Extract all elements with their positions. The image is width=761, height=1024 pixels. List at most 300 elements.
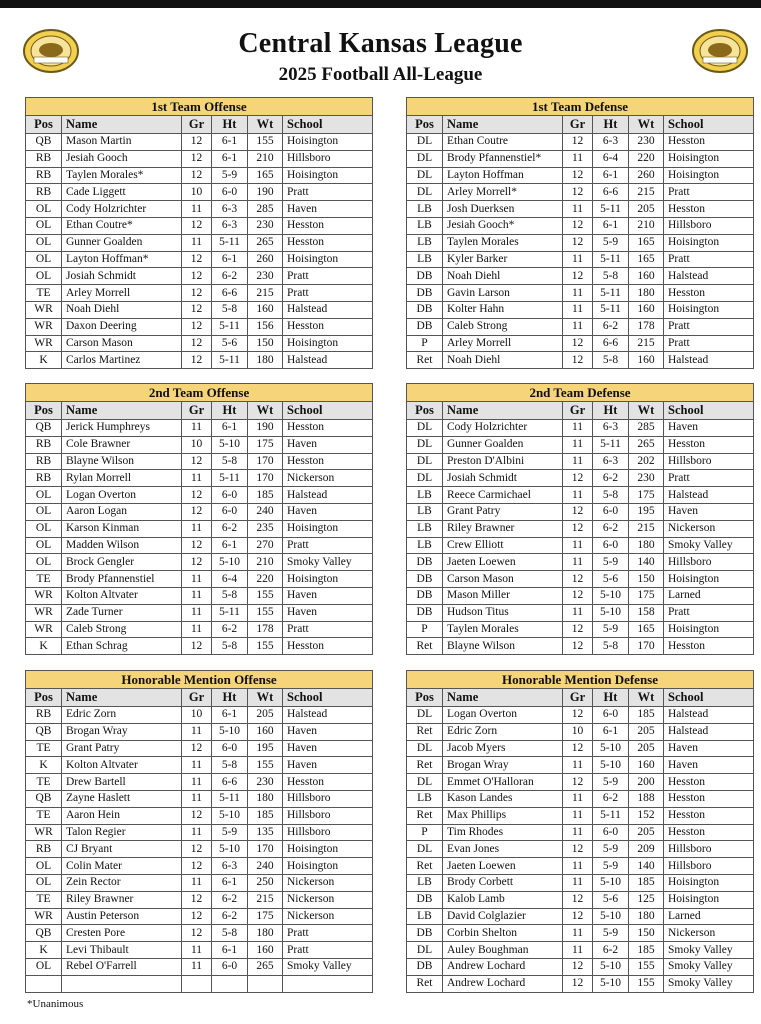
- cell-pos: LB: [407, 487, 443, 504]
- cell-ht: 5-11: [212, 352, 248, 369]
- cell-wt: 230: [248, 217, 283, 234]
- cell-school: Hoisington: [283, 335, 373, 352]
- cell-ht: 6-3: [212, 217, 248, 234]
- section-title: Honorable Mention Offense: [26, 671, 373, 689]
- cell-ht: 5-11: [212, 318, 248, 335]
- column-header-ht: Ht: [593, 402, 629, 420]
- table-row: [26, 352, 373, 369]
- cell-pos: LB: [407, 217, 443, 234]
- cell-pos: LB: [407, 503, 443, 520]
- cell-gr: 12: [182, 167, 212, 184]
- cell-school: Pratt: [283, 184, 373, 201]
- cell-pos: OL: [26, 268, 62, 285]
- cell-pos: DB: [407, 604, 443, 621]
- cell-name: Noah Diehl: [62, 301, 182, 318]
- table-row: [407, 453, 754, 470]
- cell-pos: Ret: [407, 757, 443, 774]
- column-header-pos: Pos: [26, 402, 62, 420]
- cell-wt: 220: [248, 571, 283, 588]
- cell-name: Brogan Wray: [62, 723, 182, 740]
- cell-wt: 170: [248, 470, 283, 487]
- cell-name: David Colglazier: [443, 908, 563, 925]
- cell-name: Noah Diehl: [443, 268, 563, 285]
- cell-ht: 5-8: [212, 638, 248, 655]
- cell-gr: 11: [182, 201, 212, 218]
- cell-ht: 6-2: [212, 268, 248, 285]
- cell-gr: 12: [563, 908, 593, 925]
- cell-ht: 5-10: [212, 554, 248, 571]
- cell-wt: 215: [629, 184, 664, 201]
- cell-pos: DL: [407, 740, 443, 757]
- cell-pos: DB: [407, 571, 443, 588]
- cell-wt: 260: [248, 251, 283, 268]
- cell-pos: RB: [26, 184, 62, 201]
- cell-name: Jesiah Gooch: [62, 150, 182, 167]
- cell-gr: 11: [563, 604, 593, 621]
- cell-ht: 6-2: [593, 790, 629, 807]
- cell-school: Halstead: [664, 487, 754, 504]
- cell-school: Smoky Valley: [664, 975, 754, 992]
- top-border-bar: [0, 0, 761, 8]
- table-row: [407, 470, 754, 487]
- cell-gr: 12: [182, 453, 212, 470]
- cell-school: Hoisington: [664, 621, 754, 638]
- cell-name: Riley Brawner: [62, 891, 182, 908]
- cell-gr: 11: [182, 790, 212, 807]
- cell-gr: 12: [563, 167, 593, 184]
- cell-ht: 6-0: [212, 487, 248, 504]
- cell-pos: DL: [407, 436, 443, 453]
- table-row: [26, 554, 373, 571]
- cell-pos: RB: [26, 841, 62, 858]
- cell-name: Jaeten Loewen: [443, 858, 563, 875]
- column-header-row: [407, 116, 754, 134]
- cell-school: Pratt: [664, 604, 754, 621]
- cell-wt: 155: [248, 587, 283, 604]
- cell-ht: 5-10: [212, 723, 248, 740]
- table-row: [407, 942, 754, 959]
- table-row: [407, 975, 754, 992]
- cell-name: Madden Wilson: [62, 537, 182, 554]
- table-row: [26, 285, 373, 302]
- table-row: [26, 707, 373, 724]
- table-row: [26, 134, 373, 151]
- cell-gr: 12: [563, 621, 593, 638]
- cell-school: Hesston: [664, 285, 754, 302]
- cell-pos: K: [26, 942, 62, 959]
- cell-pos: Ret: [407, 975, 443, 992]
- table-row: [26, 571, 373, 588]
- cell-school: Halstead: [664, 723, 754, 740]
- cell-pos: WR: [26, 318, 62, 335]
- table-row: [407, 352, 754, 369]
- cell-name: Colin Mater: [62, 858, 182, 875]
- column-header-wt: Wt: [629, 402, 664, 420]
- cell-ht: 5-10: [212, 436, 248, 453]
- cell-gr: 12: [182, 217, 212, 234]
- cell-name: Cole Brawner: [62, 436, 182, 453]
- cell-ht: 5-11: [593, 201, 629, 218]
- cell-gr: 11: [182, 234, 212, 251]
- cell-wt: 140: [629, 858, 664, 875]
- cell-ht: 6-2: [593, 470, 629, 487]
- cell-gr: 11: [182, 587, 212, 604]
- column-header-gr: Gr: [563, 116, 593, 134]
- cell-name: Ethan Schrag: [62, 638, 182, 655]
- cell-pos: DL: [407, 134, 443, 151]
- cell-pos: DL: [407, 470, 443, 487]
- cell-ht: 6-0: [212, 740, 248, 757]
- cell-ht: 6-2: [593, 942, 629, 959]
- cell-ht: 6-1: [212, 150, 248, 167]
- cell-pos: OL: [26, 251, 62, 268]
- table-row: [26, 318, 373, 335]
- cell-pos: RB: [26, 436, 62, 453]
- cell-school: Hoisington: [664, 150, 754, 167]
- table-row: [26, 301, 373, 318]
- table-row: [407, 571, 754, 588]
- cell-school: Nickerson: [664, 925, 754, 942]
- cell-name: Zade Turner: [62, 604, 182, 621]
- column-header-wt: Wt: [248, 116, 283, 134]
- table-row: [26, 858, 373, 875]
- cell-pos: DB: [407, 554, 443, 571]
- column-header-school: School: [283, 689, 373, 707]
- cell-gr: 11: [563, 251, 593, 268]
- table-row: [26, 234, 373, 251]
- cell-gr: 12: [182, 134, 212, 151]
- cell-name: Brody Corbett: [443, 874, 563, 891]
- cell-name: Jaeten Loewen: [443, 554, 563, 571]
- cell-gr: 12: [563, 503, 593, 520]
- cell-gr: 12: [182, 150, 212, 167]
- cell-wt: 205: [629, 824, 664, 841]
- cell-ht: 5-10: [212, 807, 248, 824]
- cell-school: Hoisington: [283, 167, 373, 184]
- cell-name: Reece Carmichael: [443, 487, 563, 504]
- cell-school: Hesston: [664, 638, 754, 655]
- column-header-name: Name: [62, 116, 182, 134]
- table-row: [26, 184, 373, 201]
- cell-ht: 5-11: [593, 301, 629, 318]
- page-title: Central Kansas League: [238, 28, 523, 59]
- cell-pos: P: [407, 824, 443, 841]
- cell-pos: OL: [26, 554, 62, 571]
- cell-name: Gavin Larson: [443, 285, 563, 302]
- cell-pos: LB: [407, 537, 443, 554]
- column-header-pos: Pos: [26, 689, 62, 707]
- column-header-pos: Pos: [26, 116, 62, 134]
- table-row: [407, 318, 754, 335]
- cell-wt: 185: [629, 707, 664, 724]
- column-header-name: Name: [443, 689, 563, 707]
- cell-pos: Ret: [407, 723, 443, 740]
- cell-ht: 6-1: [212, 537, 248, 554]
- cell-pos: K: [26, 757, 62, 774]
- section-2nd-team-defense: [406, 383, 753, 655]
- cell-gr: 12: [182, 908, 212, 925]
- cell-gr: 12: [182, 554, 212, 571]
- cell-wt: 160: [629, 301, 664, 318]
- cell-school: Hesston: [664, 790, 754, 807]
- cell-ht: 5-8: [212, 757, 248, 774]
- cell-gr: 12: [182, 925, 212, 942]
- cell-ht: 5-10: [593, 604, 629, 621]
- cell-pos: LB: [407, 520, 443, 537]
- cell-gr: 12: [182, 251, 212, 268]
- table-row: [26, 587, 373, 604]
- cell-pos: DL: [407, 150, 443, 167]
- cell-gr: 12: [563, 184, 593, 201]
- cell-pos: LB: [407, 201, 443, 218]
- roster-table: [406, 97, 754, 369]
- cell-gr: 12: [182, 503, 212, 520]
- cell-name: Jacob Myers: [443, 740, 563, 757]
- table-row: [26, 335, 373, 352]
- column-header-gr: Gr: [563, 689, 593, 707]
- cell-ht: 5-11: [593, 251, 629, 268]
- cell-school: [283, 975, 373, 992]
- cell-gr: 12: [563, 520, 593, 537]
- cell-ht: 6-2: [212, 621, 248, 638]
- cell-ht: 6-2: [593, 318, 629, 335]
- cell-ht: 5-9: [212, 824, 248, 841]
- cell-ht: 5-9: [593, 621, 629, 638]
- cell-ht: 6-0: [593, 707, 629, 724]
- cell-pos: QB: [26, 723, 62, 740]
- cell-ht: 6-3: [593, 453, 629, 470]
- cell-ht: 6-1: [212, 942, 248, 959]
- cell-ht: 5-9: [212, 167, 248, 184]
- table-row: [407, 436, 754, 453]
- cell-pos: OL: [26, 487, 62, 504]
- cell-pos: WR: [26, 301, 62, 318]
- cell-pos: DL: [407, 841, 443, 858]
- roster-table: [25, 97, 373, 369]
- cell-school: Pratt: [664, 335, 754, 352]
- cell-gr: 12: [563, 352, 593, 369]
- cell-ht: 6-1: [593, 723, 629, 740]
- cell-name: Cody Holzrichter: [62, 201, 182, 218]
- cell-ht: 6-2: [212, 908, 248, 925]
- cell-gr: 11: [182, 470, 212, 487]
- cell-school: Halstead: [283, 301, 373, 318]
- table-row: [26, 807, 373, 824]
- table-row: [26, 774, 373, 791]
- table-row: [407, 707, 754, 724]
- cell-name: CJ Bryant: [62, 841, 182, 858]
- table-row: [407, 150, 754, 167]
- cell-ht: 6-3: [212, 858, 248, 875]
- cell-ht: 6-0: [212, 184, 248, 201]
- cell-name: Blayne Wilson: [62, 453, 182, 470]
- table-row: [407, 958, 754, 975]
- cell-school: Hillsboro: [283, 824, 373, 841]
- cell-gr: 10: [182, 707, 212, 724]
- cell-ht: 6-6: [593, 335, 629, 352]
- cell-name: Corbin Shelton: [443, 925, 563, 942]
- cell-wt: 265: [248, 234, 283, 251]
- table-row: [407, 217, 754, 234]
- cell-school: Hesston: [283, 234, 373, 251]
- cell-gr: 12: [182, 268, 212, 285]
- table-row: [407, 891, 754, 908]
- cell-name: Crew Elliott: [443, 537, 563, 554]
- cell-school: Haven: [283, 740, 373, 757]
- cell-school: Smoky Valley: [283, 554, 373, 571]
- cell-ht: 5-9: [593, 554, 629, 571]
- cell-pos: QB: [26, 925, 62, 942]
- cell-school: Nickerson: [283, 874, 373, 891]
- cell-gr: 11: [182, 604, 212, 621]
- column-header-school: School: [664, 689, 754, 707]
- cell-name: Rebel O'Farrell: [62, 958, 182, 975]
- cell-wt: 185: [248, 807, 283, 824]
- table-row: [407, 638, 754, 655]
- cell-school: Halstead: [283, 707, 373, 724]
- cell-name: Caleb Strong: [62, 621, 182, 638]
- cell-school: Hillsboro: [283, 790, 373, 807]
- column-header-row: [26, 402, 373, 420]
- cell-gr: 11: [182, 757, 212, 774]
- cell-name: [62, 975, 182, 992]
- cell-ht: 6-2: [212, 520, 248, 537]
- cell-school: Halstead: [664, 352, 754, 369]
- cell-wt: 230: [248, 268, 283, 285]
- table-row: [407, 503, 754, 520]
- section-2nd-team-offense: [25, 383, 372, 655]
- cell-pos: P: [407, 621, 443, 638]
- cell-wt: 135: [248, 824, 283, 841]
- cell-wt: 160: [248, 723, 283, 740]
- cell-name: Logan Overton: [62, 487, 182, 504]
- cell-gr: 11: [563, 942, 593, 959]
- cell-gr: 11: [182, 723, 212, 740]
- cell-school: Pratt: [283, 285, 373, 302]
- cell-ht: 5-8: [212, 925, 248, 942]
- column-header-wt: Wt: [629, 116, 664, 134]
- table-row: [26, 942, 373, 959]
- cell-wt: 155: [248, 638, 283, 655]
- cell-wt: 170: [629, 638, 664, 655]
- cell-school: Pratt: [664, 470, 754, 487]
- cell-wt: 240: [248, 503, 283, 520]
- cell-wt: 285: [248, 201, 283, 218]
- cell-wt: 195: [629, 503, 664, 520]
- section-title: 1st Team Defense: [407, 98, 754, 116]
- cell-pos: LB: [407, 234, 443, 251]
- cell-pos: K: [26, 638, 62, 655]
- cell-school: Hesston: [664, 824, 754, 841]
- table-row: [407, 740, 754, 757]
- cell-school: Hesston: [664, 807, 754, 824]
- table-row: [407, 874, 754, 891]
- cell-name: Carson Mason: [443, 571, 563, 588]
- cell-pos: WR: [26, 587, 62, 604]
- cell-name: Arley Morrell: [443, 335, 563, 352]
- cell-school: Hoisington: [283, 858, 373, 875]
- cell-wt: 125: [629, 891, 664, 908]
- cell-school: Hoisington: [283, 520, 373, 537]
- cell-name: Preston D'Albini: [443, 453, 563, 470]
- cell-gr: 12: [563, 470, 593, 487]
- cell-wt: 190: [248, 184, 283, 201]
- roster-table: [406, 383, 754, 655]
- cell-school: Smoky Valley: [283, 958, 373, 975]
- cell-gr: 12: [182, 858, 212, 875]
- table-row: [407, 251, 754, 268]
- cell-name: Gunner Goalden: [443, 436, 563, 453]
- table-row: [407, 790, 754, 807]
- cell-gr: 11: [182, 958, 212, 975]
- cell-wt: 180: [248, 352, 283, 369]
- cell-name: Brock Gengler: [62, 554, 182, 571]
- cell-gr: 11: [563, 436, 593, 453]
- cell-wt: 175: [248, 436, 283, 453]
- cell-school: Smoky Valley: [664, 958, 754, 975]
- cell-school: Hesston: [283, 217, 373, 234]
- table-row: [26, 150, 373, 167]
- section-title: 1st Team Offense: [26, 98, 373, 116]
- cell-wt: 165: [248, 167, 283, 184]
- cell-name: Blayne Wilson: [443, 638, 563, 655]
- cell-gr: 12: [182, 537, 212, 554]
- cell-wt: 215: [248, 285, 283, 302]
- table-row: [26, 723, 373, 740]
- cell-name: Kolton Altvater: [62, 757, 182, 774]
- column-header-gr: Gr: [182, 116, 212, 134]
- cell-gr: 11: [563, 453, 593, 470]
- cell-name: Caleb Strong: [443, 318, 563, 335]
- table-row: [407, 234, 754, 251]
- table-row: [407, 520, 754, 537]
- table-row: [26, 824, 373, 841]
- cell-gr: 12: [182, 352, 212, 369]
- cell-name: Arley Morrell: [62, 285, 182, 302]
- table-row: [26, 217, 373, 234]
- cell-school: Haven: [664, 420, 754, 437]
- column-header-ht: Ht: [212, 689, 248, 707]
- cell-wt: 235: [248, 520, 283, 537]
- cell-gr: 12: [563, 740, 593, 757]
- cell-school: Hoisington: [664, 234, 754, 251]
- cell-name: Emmet O'Halloran: [443, 774, 563, 791]
- cell-school: Hillsboro: [664, 554, 754, 571]
- cell-wt: 200: [629, 774, 664, 791]
- cell-school: Halstead: [664, 707, 754, 724]
- cell-ht: 6-1: [212, 420, 248, 437]
- cell-ht: 5-10: [593, 587, 629, 604]
- table-row: [407, 723, 754, 740]
- table-row: [26, 874, 373, 891]
- column-header-ht: Ht: [212, 116, 248, 134]
- cell-wt: 160: [248, 301, 283, 318]
- column-header-gr: Gr: [182, 402, 212, 420]
- cell-school: Haven: [283, 604, 373, 621]
- cell-wt: 202: [629, 453, 664, 470]
- cell-ht: 6-1: [212, 707, 248, 724]
- cell-school: Smoky Valley: [664, 942, 754, 959]
- cell-ht: 5-9: [593, 925, 629, 942]
- cell-ht: 5-8: [212, 453, 248, 470]
- cell-ht: 5-10: [593, 740, 629, 757]
- cell-pos: LB: [407, 908, 443, 925]
- cell-wt: 160: [629, 352, 664, 369]
- cell-wt: 180: [248, 790, 283, 807]
- cell-school: Hillsboro: [283, 807, 373, 824]
- table-row: [407, 908, 754, 925]
- table-row: [26, 470, 373, 487]
